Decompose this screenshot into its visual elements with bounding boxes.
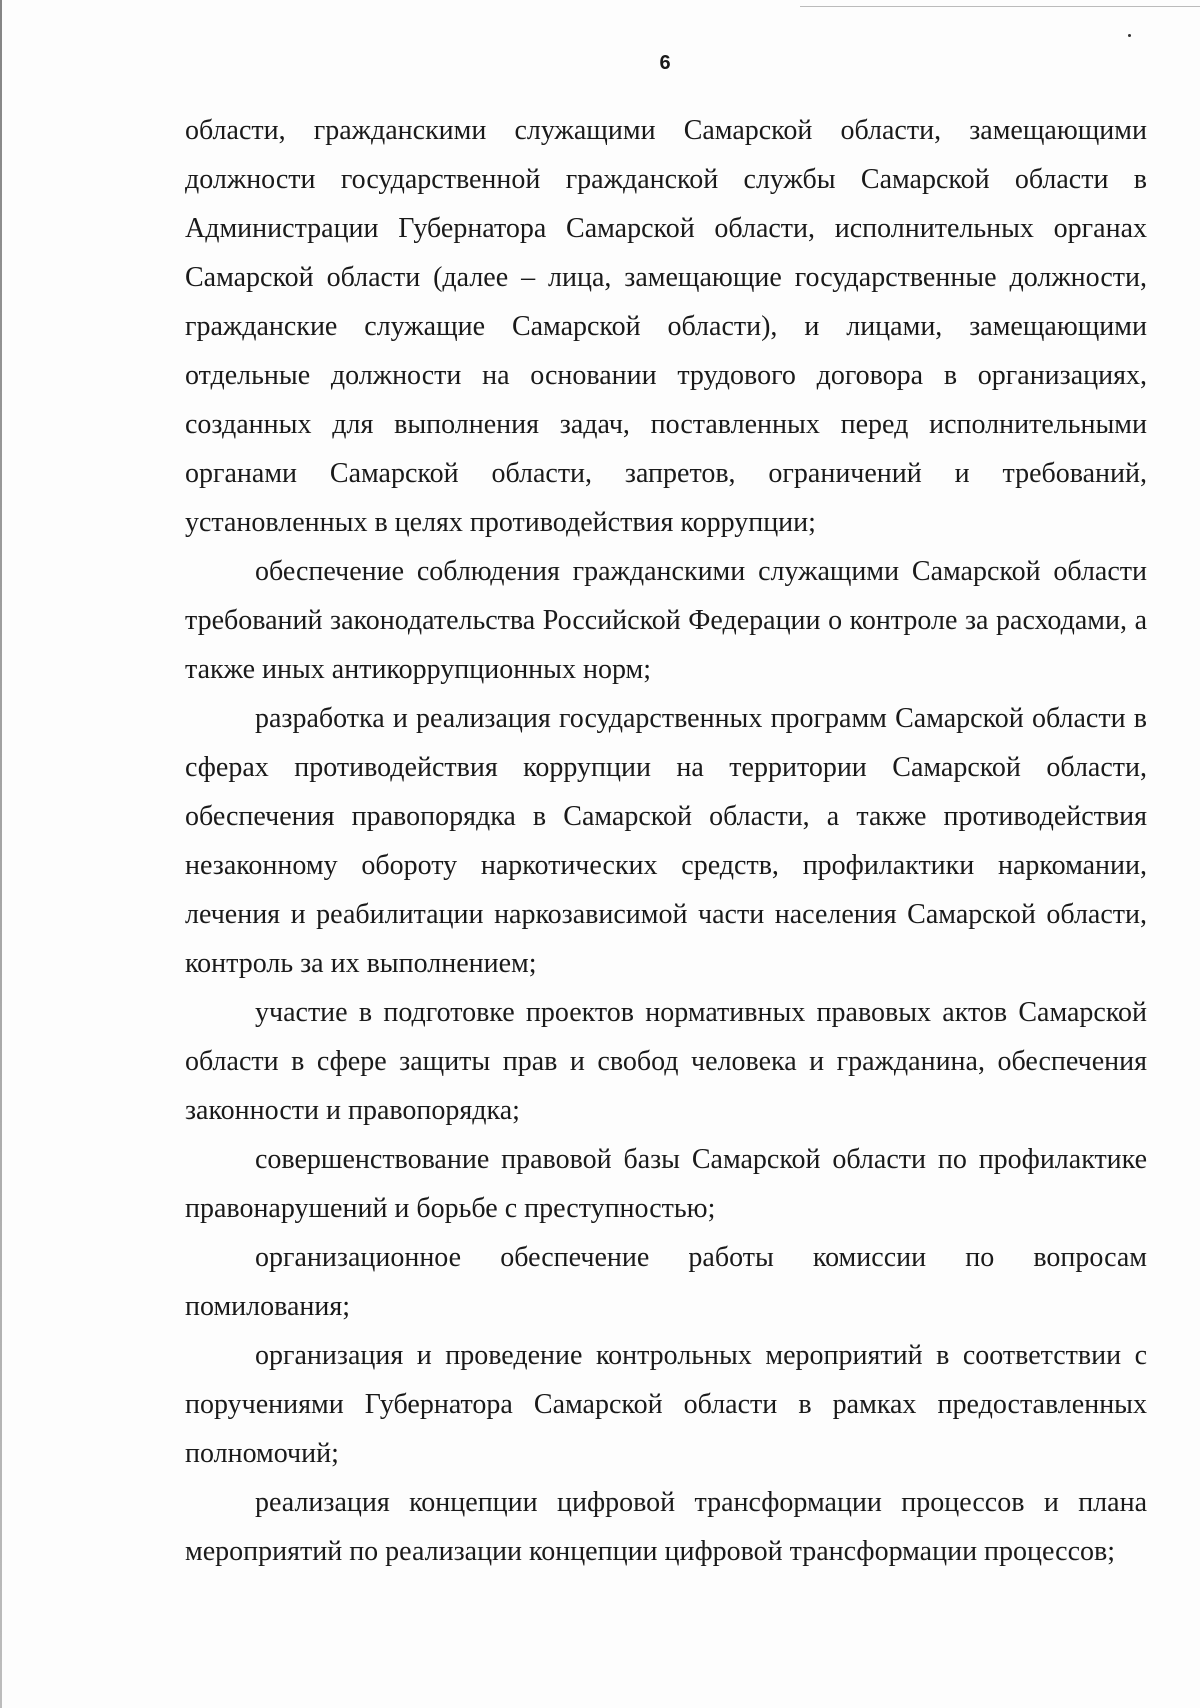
paragraph: организационное обеспечение работы комиссии по вопросам помилования; — [185, 1242, 1147, 1322]
paragraph: реализация концепции цифровой трансформации процессов и плана мероприятий по реализации концепции цифровой трансформации процессов; — [185, 1487, 1147, 1567]
scan-speck — [1128, 34, 1131, 37]
paragraph: разработка и реализация государственных программ Самарской области в сферах противодействия коррупции на территории Самарской области, обеспечения правопорядка в Самарской области, а также противодействия незаконному обороту наркотических средств, профилактики наркомании, лечения и реабилитации наркозависимой части населения Самарской области, контроль за их выполнением; — [185, 703, 1147, 979]
paragraph: обеспечение соблюдения гражданскими служащими Самарской области требований законодательства Российской Федерации о контроле за расходами, а также иных антикоррупционных норм; — [185, 556, 1147, 685]
scan-edge-line — [800, 6, 1200, 7]
paragraph: совершенствование правовой базы Самарской области по профилактике правонарушений и борьбе с преступностью; — [185, 1144, 1147, 1224]
paragraph: организация и проведение контрольных мероприятий в соответствии с поручениями Губернатора Самарской области в рамках предоставленных полномочий; — [185, 1340, 1147, 1469]
page-number: 6 — [659, 52, 671, 74]
paragraph: участие в подготовке проектов нормативных правовых актов Самарской области в сфере защиты прав и свобод человека и гражданина, обеспечения законности и правопорядка; — [185, 997, 1147, 1126]
paragraph-continuation: области, гражданскими служащими Самарской области, замещающими должности государственной гражданской службы Самарской области в Администрации Губернатора Самарской области, исполнительных органах Самарской области (далее – лица, замещающие государственные должности, гражданские служащие Самарской области), и лицами, замещающими отдельные должности на основании трудового договора в организациях, созданных для выполнения задач, поставленных перед исполнительными органами Самарской области, запретов, ограничений и требований, установленных в целях противодействия коррупции; — [185, 115, 1147, 538]
scan-edge-shadow — [0, 0, 2, 1708]
document-body — [185, 106, 1147, 1576]
